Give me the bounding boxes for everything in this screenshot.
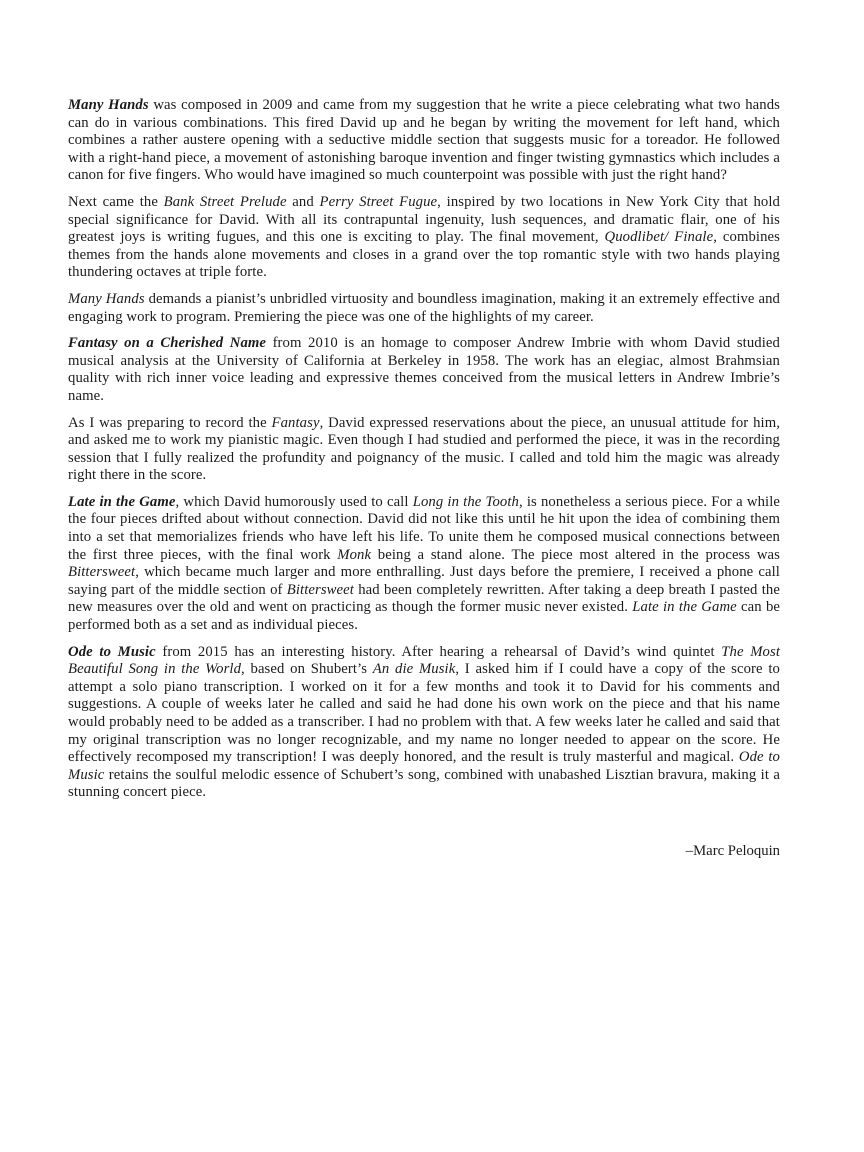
text-run: can be performed both as a set and as individual pieces. [68, 599, 781, 634]
text-run: , is nonetheless a serious piece. For a while the four pieces drifted about without connection. David did not like this until he hit upon the idea of combining them into a set that memorializes friends who have left his life. To unite them he composed musical connections between the first three pieces, with the final work [68, 493, 780, 563]
text-run: retains the soulful melodic essence of Schubert’s song, combined with unabashed Lisztian bravura, making it a stunning concert piece. [68, 766, 780, 801]
paragraph [68, 335, 780, 405]
work-title: Bittersweet [68, 564, 136, 581]
paragraph [68, 644, 780, 802]
text-run: , I asked him if I could have a copy of the score to attempt a solo piano transcription. I worked on it for a few months and took it to David for his comments and suggestions. A couple of weeks later he called and said he had done his own work on the piece and that his name would probably need to be added as a transcriber. I had no problem with that. A few weeks later he called and said that my original transcription was no longer recognizable, and my name no longer needed to appear on the score. He effectively recomposed my transcription! I was deeply honored, and the result is truly masterful and magical. [68, 661, 780, 766]
paragraph [68, 415, 780, 485]
text-run: As I was preparing to record the [68, 414, 272, 431]
work-title: Ode to Music [68, 643, 156, 660]
work-title: Bittersweet [286, 581, 354, 598]
work-title: Perry Street Fugue [319, 193, 438, 210]
text-run: Next came the [68, 193, 164, 210]
work-title: Long in the Tooth [412, 493, 519, 510]
text-run: from 2015 has an interesting history. After hearing a rehearsal of David’s wind quintet [155, 643, 722, 660]
text-run: from 2010 is an homage to composer Andrew Imbrie with whom David studied musical analysis at the University of California at Berkeley in 1958. The work has an elegiac, almost Brahmsian quality with rich inner voice leading and expressive themes conceived from the musical letters in Andrew Imbrie’s name. [68, 335, 780, 404]
work-title: Many Hands [68, 97, 149, 113]
work-title: Quodlibet/ Finale [604, 229, 714, 246]
text-run: being a stand alone. The piece most altered in the process was [371, 546, 780, 563]
paragraph [68, 97, 780, 185]
text-run: demands a pianist’s unbridled virtuosity and boundless imagination, making it an extremely effective and engaging work to program. Premiering the piece was one of the highlights of my career. [68, 290, 780, 325]
signature-text: –Marc Peloquin [685, 842, 780, 859]
paragraph [68, 494, 780, 635]
text-run: , which David humorously used to call [175, 493, 413, 510]
work-title: The Most Beautiful Song in the World [68, 643, 781, 678]
text-run: , combines themes from the hands alone movements and closes in a grand over the top romantic style with two hands playing thundering octaves at triple forte. [68, 229, 780, 281]
paragraph [68, 291, 780, 326]
work-title: Fantasy on a Cherished Name [68, 335, 267, 352]
paragraph [68, 194, 780, 282]
work-title: Monk [337, 546, 372, 563]
text-run: , David expressed reservations about the piece, an unusual attitude for him, and asked me to work my pianistic magic. Even though I had studied and performed the piece, it was in the recording session that I fully realized the profundity and poignancy of the music. I called and told him the magic was already right there in the score. [68, 414, 780, 484]
document-body [68, 97, 780, 802]
work-title: Late in the Game [632, 599, 737, 616]
work-title: Late in the Game [68, 493, 176, 510]
text-run: , based on Shubert’s [241, 661, 373, 678]
work-title: Many Hands [68, 290, 145, 307]
signature-line [68, 843, 780, 861]
text-run: , which became much larger and more enthralling. Just days before the premiere, I received a phone call saying part of the middle section of [68, 564, 780, 598]
text-run: was composed in 2009 and came from my suggestion that he write a piece celebrating what two hands can do in various combinations. This fired David up and he began by writing the movement for left hand, which combines a rather austere opening with a seductive middle section that suggests music for a toreador. He followed with a right-hand piece, a movement of astonishing baroque invention and finger twisting gymnastics which includes a canon for five fingers. Who would have imagined so much counterpoint was possible with just the right hand? [68, 97, 781, 184]
work-title: Ode to Music [68, 749, 780, 783]
work-title: Bank Street Prelude [163, 193, 287, 210]
work-title: An die Musik [372, 661, 456, 678]
text-run: and [286, 193, 320, 210]
work-title: Fantasy [271, 414, 320, 431]
text-run: , inspired by two locations in New York City that hold special significance for David. With all its contrapuntal ingenuity, lush sequences, and dramatic flair, one of his greatest joys is writing fugues, and this one is exciting to play. The final movement, [68, 193, 780, 246]
text-run: had been completely rewritten. After taking a deep breath I pasted the new measures over the old and went on practicing as though the former music never existed. [68, 581, 780, 616]
